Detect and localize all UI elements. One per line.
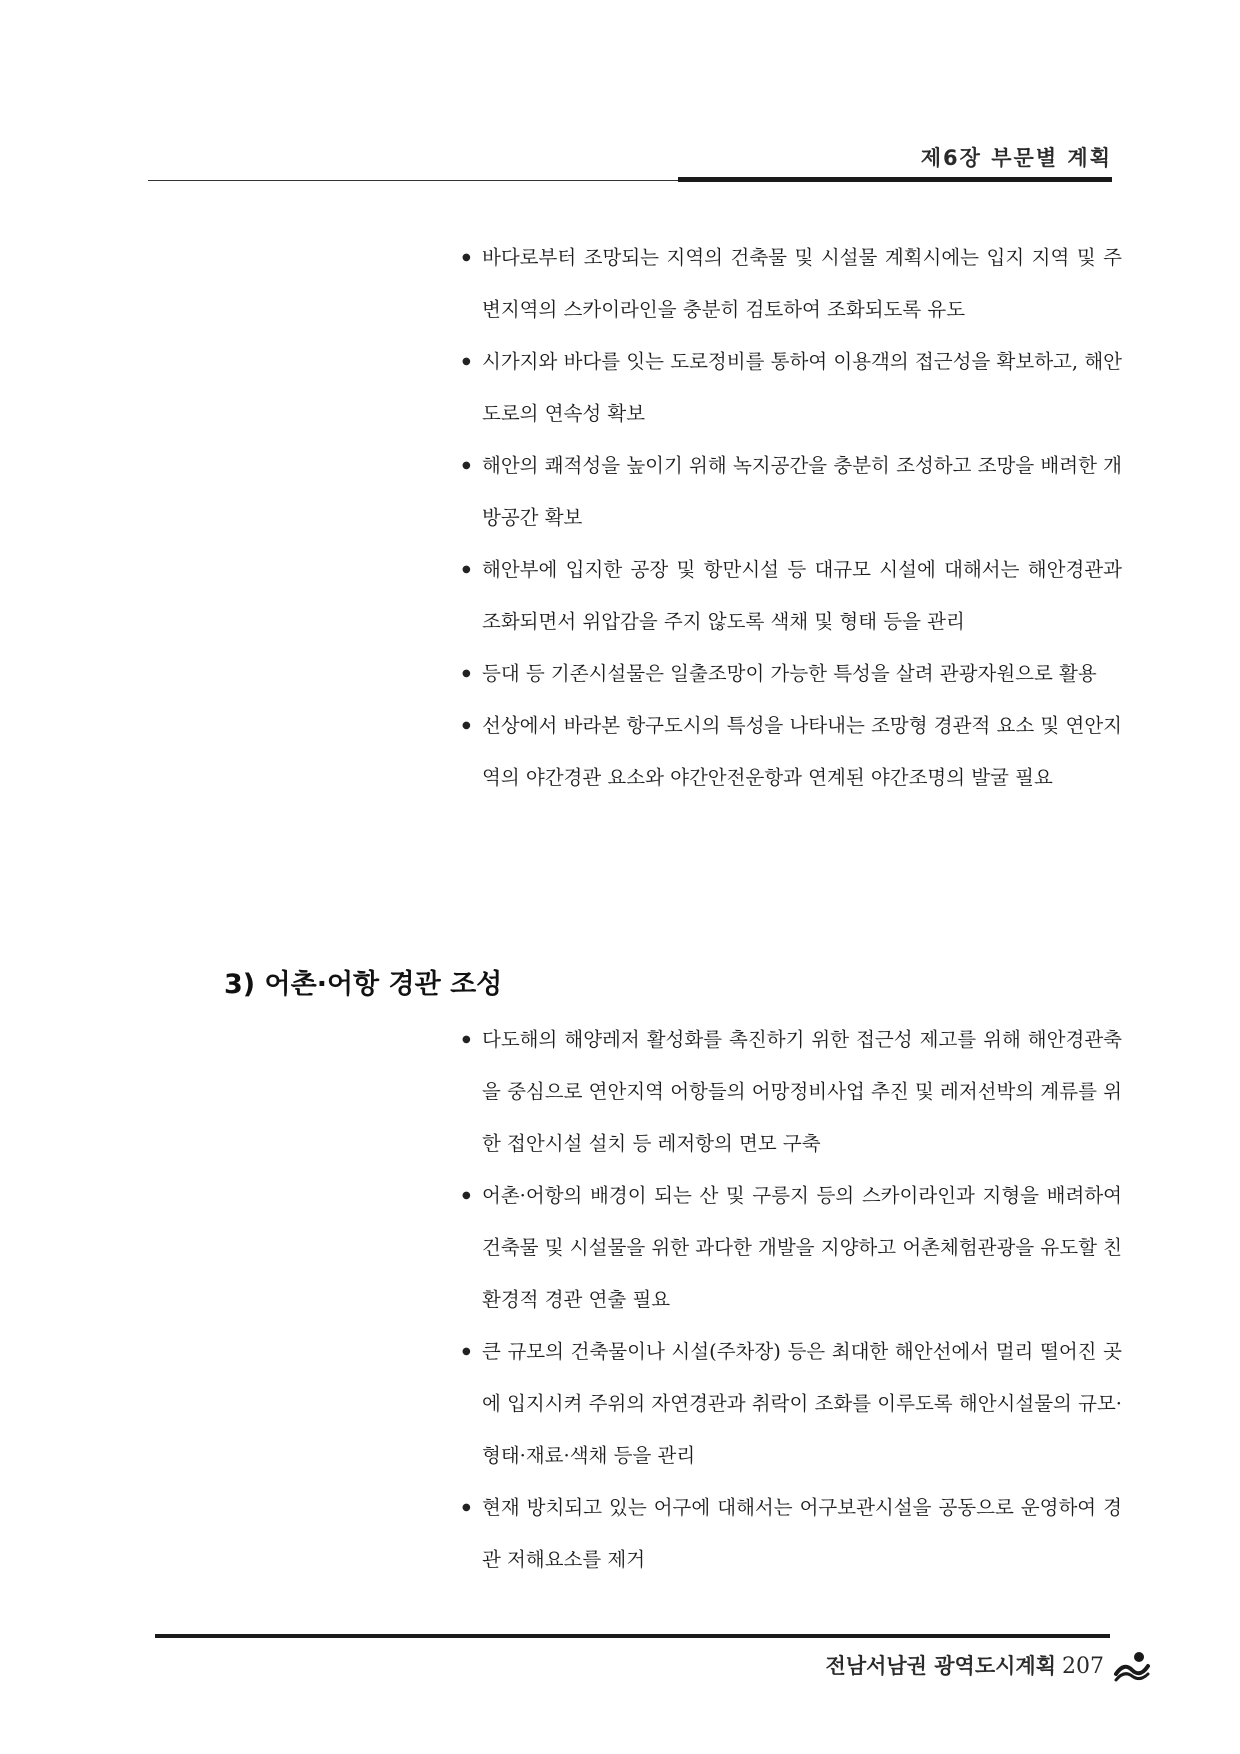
list-item: ● 선상에서 바라본 항구도시의 특성을 나타내는 조망형 경관적 요소 및 연안지역의 야간경관 요소와 야간안전운항과 연계된 야간조명의 발굴 필요 [462, 700, 1122, 804]
header-rule-thick [678, 177, 1112, 182]
list-item: ● 해안의 쾌적성을 높이기 위해 녹지공간을 충분히 조성하고 조망을 배려한 개방공간 확보 [462, 440, 1122, 544]
list-item: ● 현재 방치되고 있는 어구에 대해서는 어구보관시설을 공동으로 운영하여 경관 저해요소를 제거 [462, 1482, 1122, 1586]
wave-logo-icon [1112, 1648, 1152, 1684]
list-item: ● 등대 등 기존시설물은 일출조망이 가능한 특성을 살려 관광자원으로 활용 [462, 648, 1122, 700]
running-header: 제6장 부문별 계획 [920, 146, 1112, 170]
list-item: ● 해안부에 입지한 공장 및 항만시설 등 대규모 시설에 대해서는 해안경관과 조화되면서 위압감을 주지 않도록 색채 및 형태 등을 관리 [462, 544, 1122, 648]
list-item: ● 시가지와 바다를 잇는 도로정비를 통하여 이용객의 접근성을 확보하고, 해안도로의 연속성 확보 [462, 336, 1122, 440]
page-number: 207 [1062, 1654, 1104, 1679]
list-item: ● 바다로부터 조망되는 지역의 건축물 및 시설물 계획시에는 입지 지역 및 주변지역의 스카이라인을 충분히 검토하여 조화되도록 유도 [462, 232, 1122, 336]
footer-rule [155, 1634, 1110, 1638]
footer [826, 1650, 1104, 1680]
list-item: ● 다도해의 해양레저 활성화를 촉진하기 위한 접근성 제고를 위해 해안경관축을 중심으로 연안지역 어항들의 어망정비사업 추진 및 레저선박의 계류를 위한 접안시설 설치 등 레저항의 면모 구축 [462, 1014, 1122, 1170]
list-item: ● 큰 규모의 건축물이나 시설(주차장) 등은 최대한 해안선에서 멀리 떨어진 곳에 입지시켜 주위의 자연경관과 취락이 조화를 이루도록 해안시설물의 규모·형태·재료·색채 등을 관리 [462, 1326, 1122, 1482]
header-rule-thin [148, 180, 678, 181]
footer-document-title: 전남서남권 광역도시계획 [825, 1654, 1056, 1678]
bullet-list-top [462, 232, 1122, 804]
bullet-list-section [462, 1014, 1122, 1586]
section-heading: 3) 어촌·어항 경관 조성 [224, 969, 503, 1000]
list-item: ● 어촌·어항의 배경이 되는 산 및 구릉지 등의 스카이라인과 지형을 배려하여 건축물 및 시설물을 위한 과다한 개발을 지양하고 어촌체험관광을 유도할 친환경적 경관 연출 필요 [462, 1170, 1122, 1326]
